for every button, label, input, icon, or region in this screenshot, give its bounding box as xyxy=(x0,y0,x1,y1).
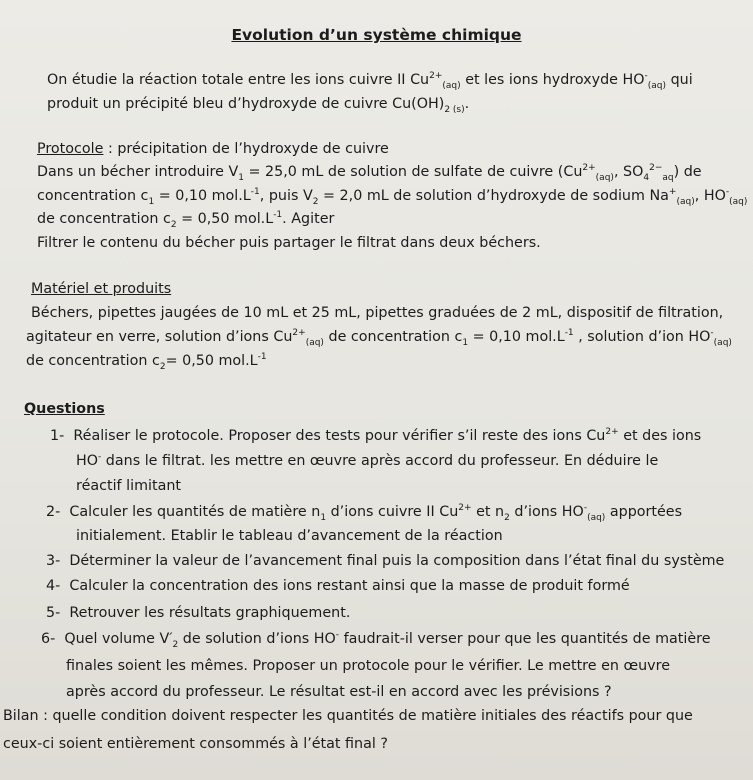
charge: - xyxy=(710,328,714,339)
materiel-line-3 xyxy=(26,352,267,372)
question-number: 2- xyxy=(46,504,61,520)
q1-line-1 xyxy=(50,428,701,444)
charge: - xyxy=(725,187,730,198)
charge: 2+ xyxy=(429,71,443,82)
text: de concentration c xyxy=(26,353,160,369)
charge: - xyxy=(583,503,588,514)
question-number: 1- xyxy=(50,428,65,444)
text: , solution d’ion HO xyxy=(573,329,711,345)
q6-line-3: après accord du professeur. Le résultat est-il en accord avec les prévisions ? xyxy=(66,684,612,700)
intro-text: On étudie la réaction totale entre les ions cuivre II Cu xyxy=(47,72,430,88)
protocole-line-3 xyxy=(37,210,335,230)
text: = 2,0 mL de solution d’hydroxyde de sodium Na xyxy=(318,188,669,204)
exponent: -1 xyxy=(257,352,267,363)
state: (aq) xyxy=(713,337,732,348)
text: concentration c xyxy=(37,188,149,204)
text: Déterminer la valeur de l’avancement final puis la composition dans l’état final du système xyxy=(69,553,725,569)
protocole-line-2 xyxy=(37,187,748,207)
charge: 2+ xyxy=(605,427,619,438)
text: agitateur en verre, solution d’ions Cu xyxy=(26,329,293,345)
state: (aq) xyxy=(729,196,748,207)
protocole-heading xyxy=(37,141,389,157)
text: et des ions xyxy=(618,428,702,444)
text: . Agiter xyxy=(282,211,335,227)
text: , puis V xyxy=(259,188,313,204)
protocole-line-1 xyxy=(37,163,702,183)
state: aq xyxy=(662,172,674,183)
intro-text: qui xyxy=(666,72,693,88)
index: 2 xyxy=(312,196,319,207)
q5-line xyxy=(46,605,350,621)
question-number: 6- xyxy=(41,631,56,647)
charge: - xyxy=(644,71,648,82)
index: 1 xyxy=(320,512,327,523)
protocole-line-4: Filtrer le contenu du bécher puis partager le filtrat dans deux béchers. xyxy=(37,235,541,251)
index: 2 xyxy=(170,219,177,230)
state: (aq) xyxy=(676,196,695,207)
text: Calculer les quantités de matière n xyxy=(69,504,321,520)
state: (aq) xyxy=(305,337,324,348)
state: (aq) xyxy=(595,172,614,183)
q3-line xyxy=(46,553,724,569)
q2-line-2: initialement. Etablir le tableau d’avancement de la réaction xyxy=(76,528,503,544)
materiel-line-1: Béchers, pipettes jaugées de 10 mL et 25 mL, pipettes graduées de 2 mL, dispositif de filtration, xyxy=(31,305,724,321)
text: , SO xyxy=(613,164,644,180)
intro-text: . xyxy=(464,96,470,112)
intro-text: produit un précipité bleu d’hydroxyde de cuivre Cu(OH) xyxy=(47,96,445,112)
text: = 0,50 mol.L xyxy=(165,353,258,369)
text: d’ions cuivre II Cu xyxy=(326,504,459,520)
text: ) de xyxy=(673,164,702,180)
text: = 0,10 mol.L xyxy=(154,188,251,204)
state: (aq) xyxy=(647,80,667,91)
index: 2 xyxy=(504,512,510,523)
index: 1 xyxy=(148,196,155,207)
text: = 25,0 mL de solution de sulfate de cuivre (Cu xyxy=(243,164,583,180)
charge: - xyxy=(335,630,340,641)
index: 1 xyxy=(462,337,469,348)
question-number: 4- xyxy=(46,578,61,594)
q2-line-1 xyxy=(46,503,683,523)
questions-heading: Questions xyxy=(24,401,105,417)
text: apportées xyxy=(605,504,683,520)
charge: 2+ xyxy=(292,328,306,339)
text: et n xyxy=(471,504,505,520)
intro-line-2 xyxy=(47,96,470,115)
text: Quel volume V xyxy=(64,631,170,647)
question-number: 3- xyxy=(46,553,61,569)
q6-line-1 xyxy=(41,630,711,650)
q4-line xyxy=(46,578,630,594)
text: , HO xyxy=(694,188,726,204)
section-heading: Protocole xyxy=(37,141,104,157)
q1-line-3: réactif limitant xyxy=(76,478,182,494)
question-number: 5- xyxy=(46,605,61,621)
charge: 2+ xyxy=(458,503,472,514)
charge: + xyxy=(668,187,677,198)
prime-mark: ′ xyxy=(169,631,173,647)
text: de concentration c xyxy=(323,329,463,345)
text: Réaliser le protocole. Proposer des tests pour vérifier s’il reste des ions Cu xyxy=(73,428,606,444)
materiel-heading: Matériel et produits xyxy=(31,281,172,297)
text: Retrouver les résultats graphiquement. xyxy=(69,605,351,621)
exponent: -1 xyxy=(273,210,283,221)
q1-line-2 xyxy=(76,453,658,469)
text: dans le filtrat. les mettre en œuvre après accord du professeur. En déduire le xyxy=(101,453,659,469)
charge: 2− xyxy=(649,163,663,174)
section-heading-rest: : précipitation de l’hydroxyde de cuivre xyxy=(103,141,389,157)
index: 1 xyxy=(238,172,244,183)
index: 2 xyxy=(159,361,166,372)
text: = 0,50 mol.L xyxy=(176,211,274,227)
text: = 0,10 mol.L xyxy=(468,329,565,345)
page-title: Evolution d’un système chimique xyxy=(231,26,522,44)
materiel-line-2 xyxy=(26,328,732,348)
text: de concentration c xyxy=(37,211,171,227)
text: d’ions HO xyxy=(509,504,584,520)
charge: 2+ xyxy=(582,163,596,174)
text: HO xyxy=(76,453,99,469)
state: (aq) xyxy=(587,512,606,523)
text: Calculer la concentration des ions restant ainsi que la masse de produit formé xyxy=(69,578,630,594)
q6-line-2: finales soient les mêmes. Proposer un protocole pour le vérifier. Le mettre en œuvre xyxy=(66,658,670,674)
bilan-line-1: Bilan : quelle condition doivent respecter les quantités de matière initiales des réactifs pour que xyxy=(3,708,693,724)
intro-line-1 xyxy=(47,71,693,91)
state: 2 (s) xyxy=(444,104,465,115)
charge: - xyxy=(98,452,102,463)
text: faudrait-il verser pour que les quantités de matière xyxy=(339,631,711,647)
text: de solution d’ions HO xyxy=(178,631,336,647)
exponent: -1 xyxy=(250,187,260,198)
intro-text: et les ions hydroxyde HO xyxy=(460,72,645,88)
exponent: -1 xyxy=(564,328,574,339)
index: 4 xyxy=(643,172,650,183)
bilan-line-2: ceux-ci soient entièrement consommés à l’état final ? xyxy=(3,736,388,752)
text: Dans un bécher introduire V xyxy=(37,164,239,180)
index: 2 xyxy=(172,639,179,650)
state: (aq) xyxy=(442,80,461,91)
